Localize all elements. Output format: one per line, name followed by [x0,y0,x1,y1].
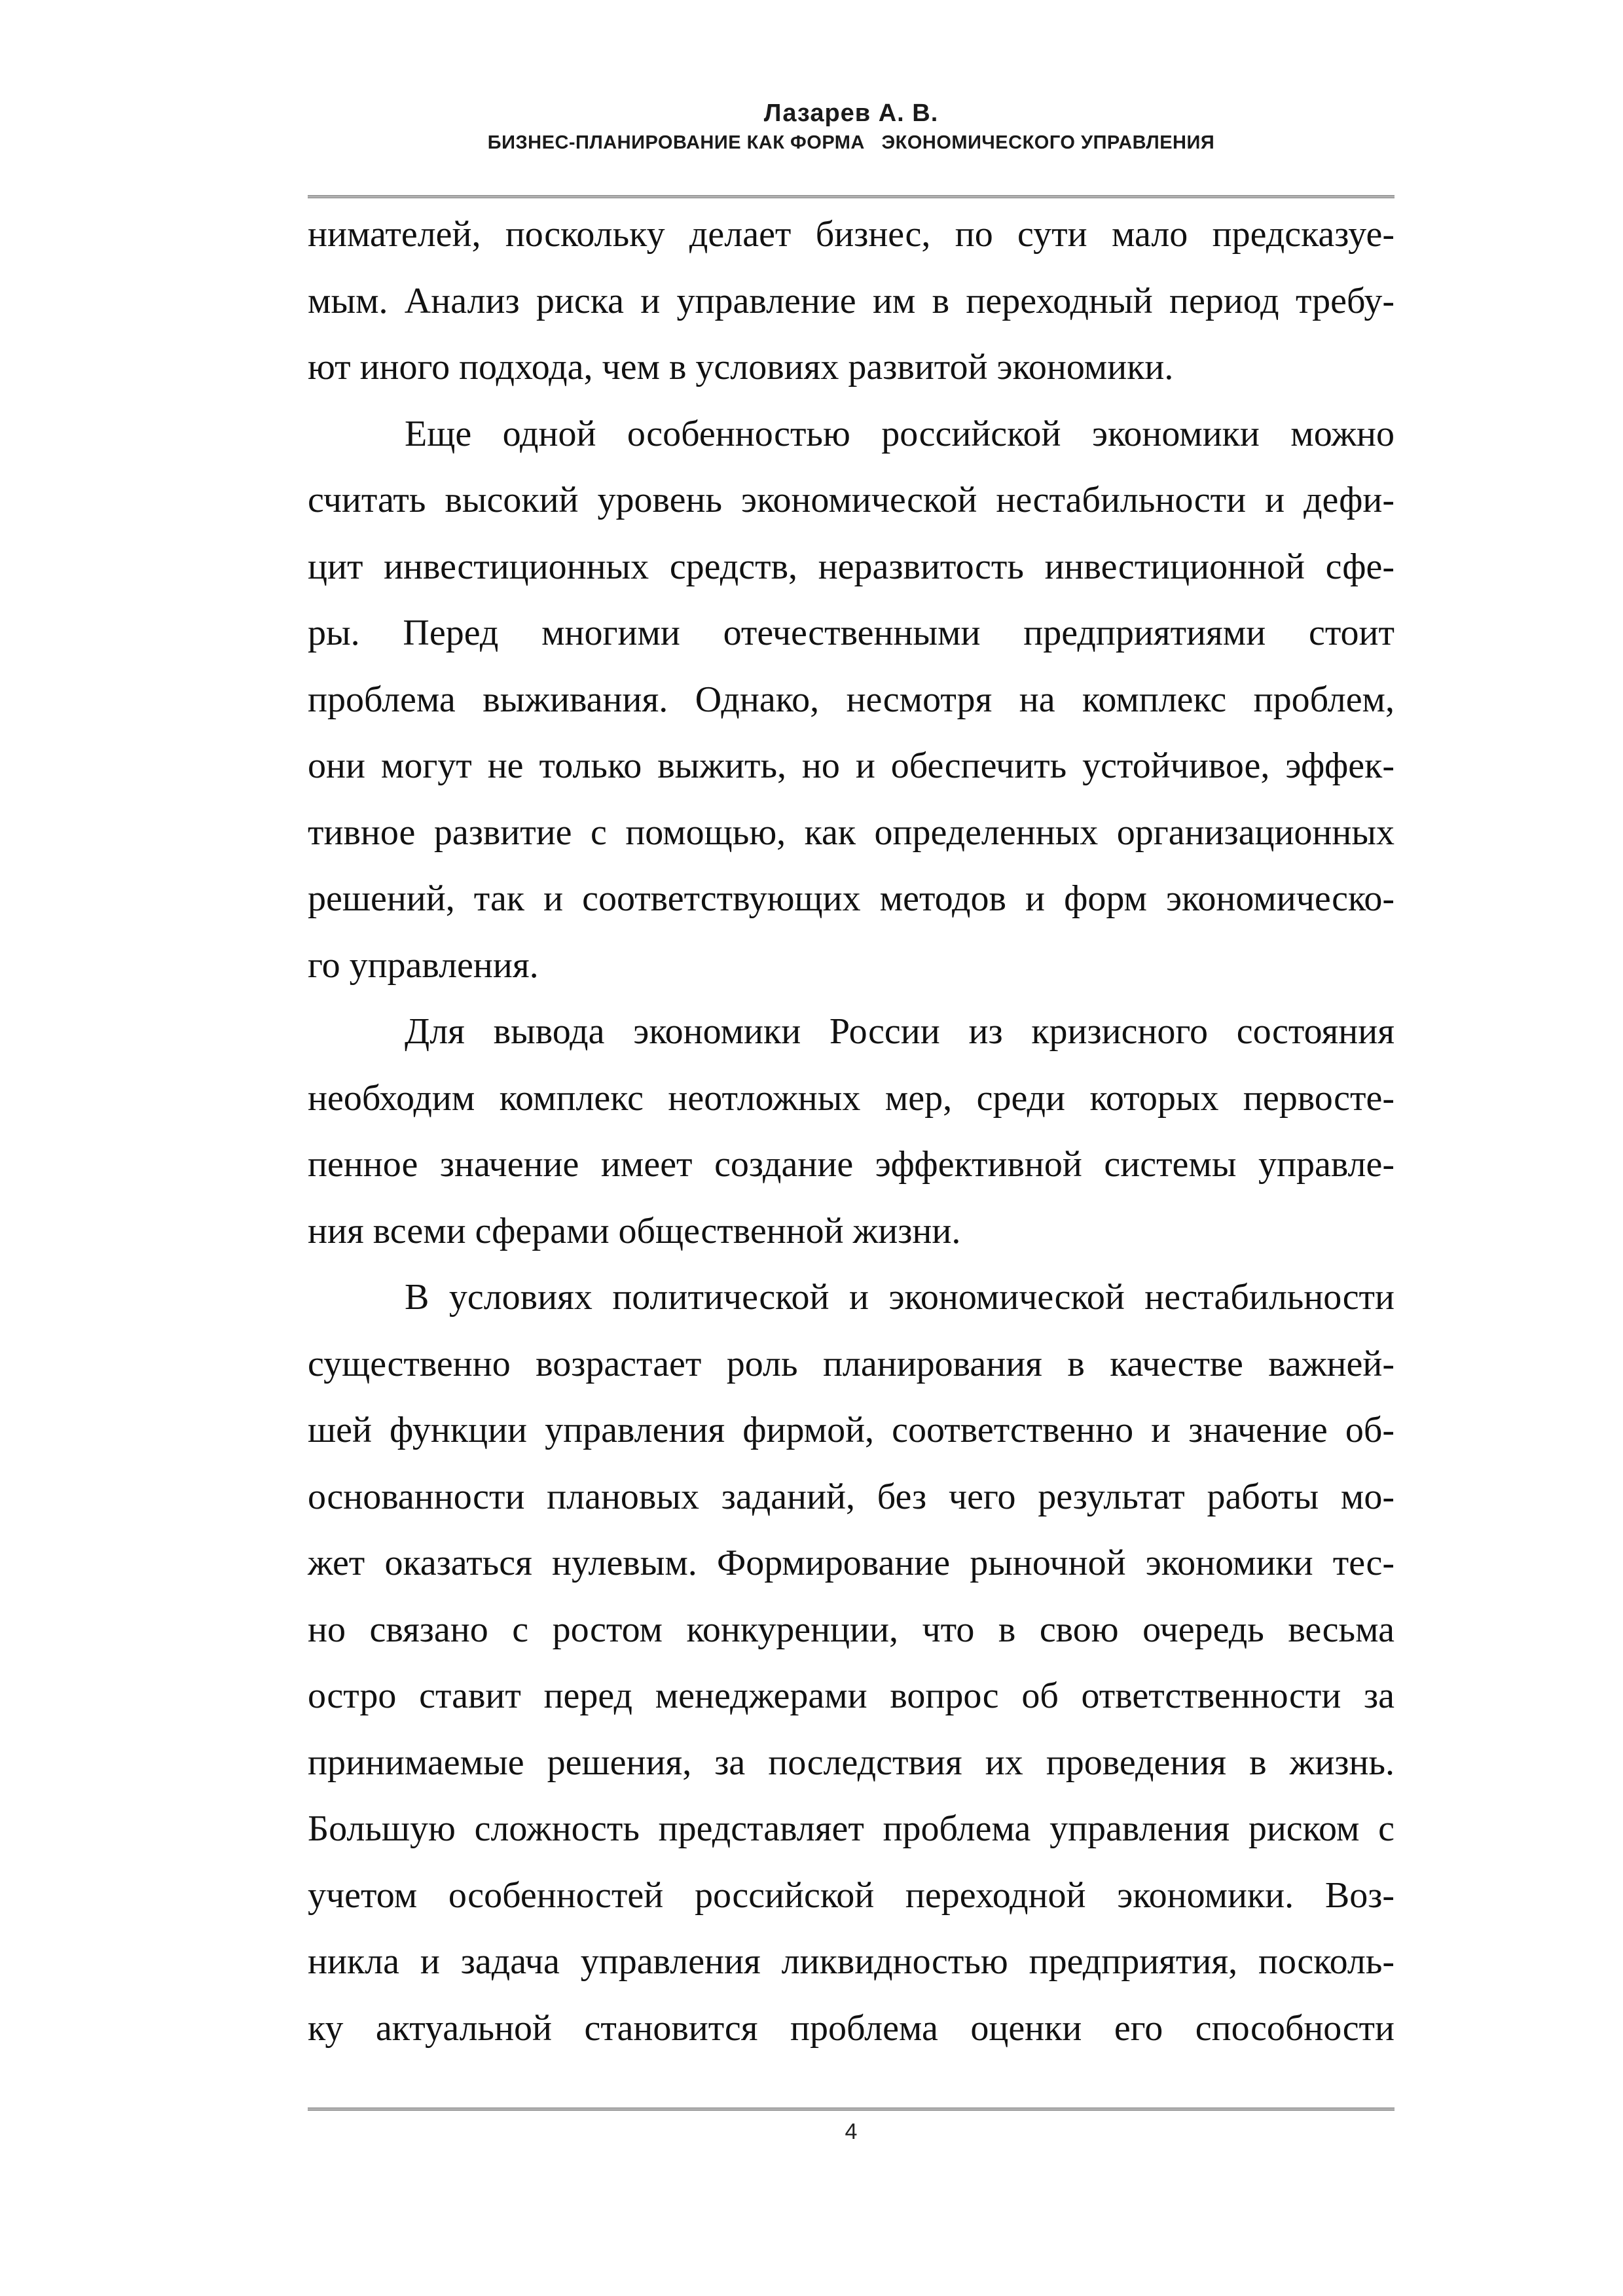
text-line: никла и задача управления ликвидностью предприятия, посколь- [308,1941,1395,1982]
text-line: нимателей, поскольку делает бизнес, по сути мало предсказуе- [308,214,1395,255]
text-line: проблема выживания. Однако, несмотря на комплекс проблем, [308,679,1395,720]
text-line: пенное значение имеет создание эффективной системы управле- [308,1144,1395,1185]
text-line: основанности плановых заданий, без чего результат работы мо- [308,1476,1395,1517]
text-line: учетом особенностей российской переходной экономики. Воз- [308,1874,1395,1916]
text-line: считать высокий уровень экономической нестабильности и дефи- [308,480,1395,520]
running-header [308,97,1395,156]
text-line: они могут не только выжить, но и обеспечить устойчивое, эффек- [308,745,1395,786]
text-line: мым. Анализ риска и управление им в переходный период требу- [308,280,1395,321]
paragraph [308,999,1395,1265]
paragraph [308,202,1395,401]
text-line: шей функции управления фирмой, соответственно и значение об- [308,1410,1395,1450]
text-line: принимаемые решения, за последствия их проведения в жизнь. [308,1742,1395,1783]
header-rule [308,195,1395,198]
text-line: ры. Перед многими отечественными предприятиями стоит [308,613,1395,653]
text-line: ния всеми сферами общественной жизни. [308,1210,961,1251]
paragraph [308,1265,1395,2062]
text-line: В условиях политической и экономической нестабильности [405,1277,1395,1318]
text-line: но связано с ростом конкуренции, что в свою очередь весьма [308,1609,1395,1650]
text-line: ку актуальной становится проблема оценки его способности [308,2007,1395,2049]
text-line: Большую сложность представляет проблема управления риском с [308,1808,1395,1849]
page-number: 4 [845,2119,858,2144]
text-line: го управления. [308,944,539,986]
text-line: существенно возрастает роль планирования в качестве важней- [308,1343,1395,1384]
text-line: решений, так и соответствующих методов и форм экономическо- [308,878,1395,919]
page-body [308,202,1395,2062]
text-line: необходим комплекс неотложных мер, среди которых первосте- [308,1077,1395,1119]
text-line: тивное развитие с помощью, как определенных организационных [308,812,1395,853]
text-line: Для вывода экономики России из кризисного состояния [405,1011,1395,1052]
text-line: остро ставит перед менеджерами вопрос об ответственности за [308,1676,1395,1716]
text-line: Еще одной особенностью российской экономики можно [405,413,1395,454]
header-title: БИЗНЕС-ПЛАНИРОВАНИЕ КАК ФОРМА ЭКОНОМИЧЕСКОГО УПРАВЛЕНИЯ [487,132,1215,153]
text-line: цит инвестиционных средств, неразвитость инвестиционной сфе- [308,546,1395,587]
paragraph [308,401,1395,999]
text-line: жет оказаться нулевым. Формирование рыночной экономики тес- [308,1543,1395,1583]
header-author: Лазарев А. В. [763,99,939,127]
text-line: ют иного подхода, чем в условиях развитой экономики. [308,347,1174,387]
footer-rule [308,2108,1395,2111]
